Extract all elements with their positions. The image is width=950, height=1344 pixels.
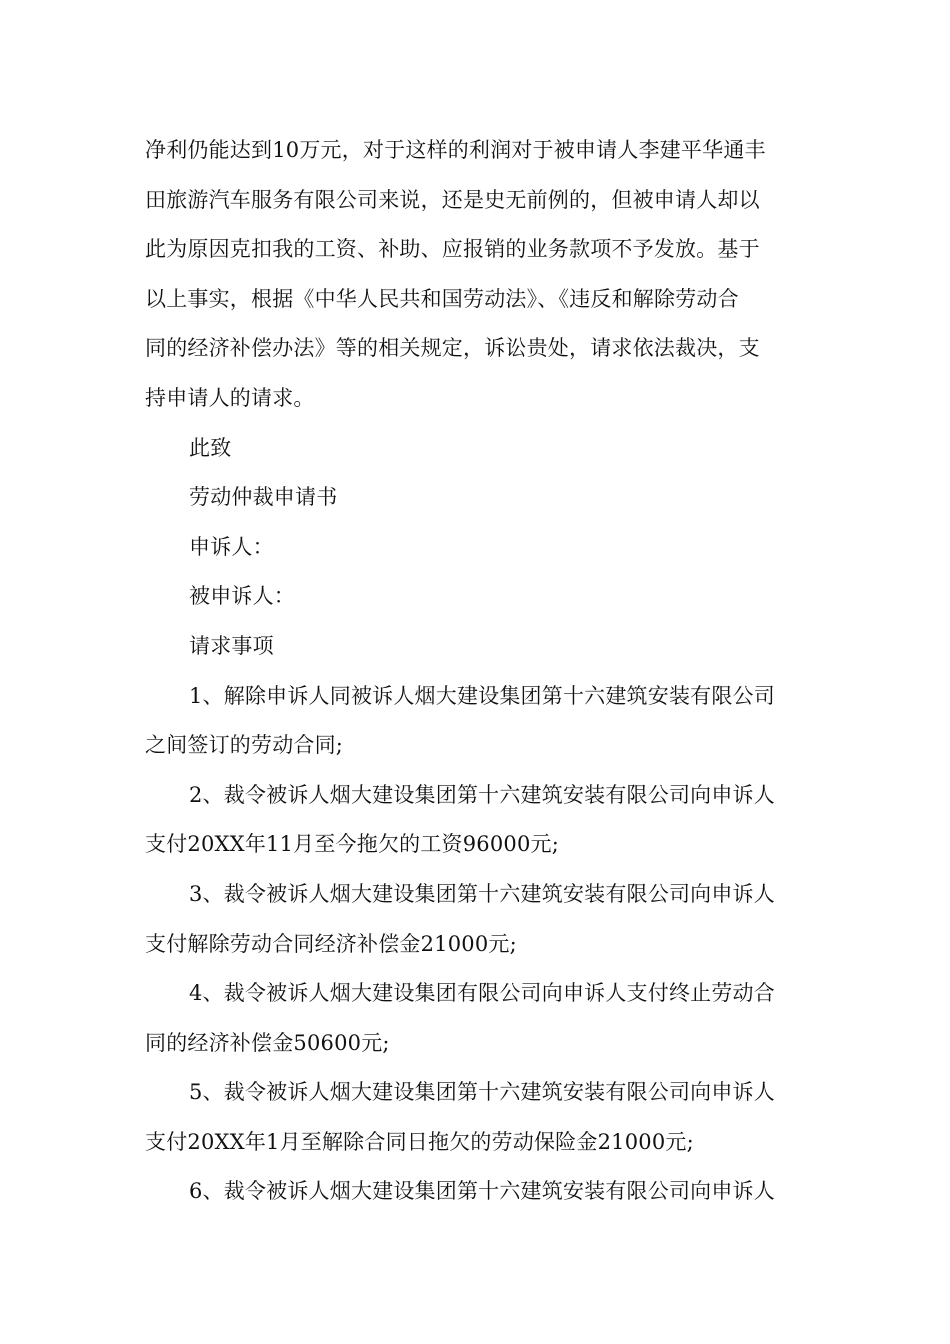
salutation: 此致 <box>189 435 232 460</box>
request-item-4: 4、裁令被诉人烟大建设集团有限公司向申诉人支付终止劳动合 <box>189 981 775 1006</box>
text-line: 同的经济补偿办法》等的相关规定，诉讼贵处，请求依法裁决，支 <box>145 336 760 361</box>
section-heading-requests: 请求事项 <box>189 633 274 658</box>
text-line: 净利仍能达到10万元，对于这样的利润对于被申请人李建平华通丰 <box>145 138 766 162</box>
text-line: 田旅游汽车服务有限公司来说，还是史无前例的，但被申请人却以 <box>145 187 760 212</box>
request-item-3: 3、裁令被诉人烟大建设集团第十六建筑安装有限公司向申诉人 <box>189 881 775 906</box>
text-line: 此为原因克扣我的工资、补助、应报销的业务款项不予发放。基于 <box>145 237 760 262</box>
respondent-label: 被申诉人： <box>189 584 295 609</box>
request-item-3-cont: 支付解除劳动合同经济补偿金21000元; <box>145 931 517 956</box>
document-body <box>145 126 810 1217</box>
request-item-2: 2、裁令被诉人烟大建设集团第十六建筑安装有限公司向申诉人 <box>189 782 775 807</box>
text-line: 持申请人的请求。 <box>145 385 315 410</box>
request-item-5: 5、裁令被诉人烟大建设集团第十六建筑安装有限公司向申诉人 <box>189 1080 775 1105</box>
text-line: 以上事实，根据《中华人民共和国劳动法》、《违反和解除劳动合 <box>145 286 739 311</box>
request-item-1-cont: 之间签订的劳动合同; <box>145 733 344 758</box>
request-item-2-cont: 支付20XX年11月至今拖欠的工资96000元; <box>145 832 560 857</box>
request-item-6: 6、裁令被诉人烟大建设集团第十六建筑安装有限公司向申诉人 <box>189 1179 775 1204</box>
request-item-4-cont: 同的经济补偿金50600元; <box>145 1030 390 1055</box>
request-item-5-cont: 支付20XX年1月至解除合同日拖欠的劳动保险金21000元; <box>145 1129 694 1154</box>
document-title: 劳动仲裁申请书 <box>189 485 338 510</box>
complainant-label: 申诉人： <box>189 534 274 559</box>
request-item-1: 1、解除申诉人同被诉人烟大建设集团第十六建筑安装有限公司 <box>189 683 775 708</box>
